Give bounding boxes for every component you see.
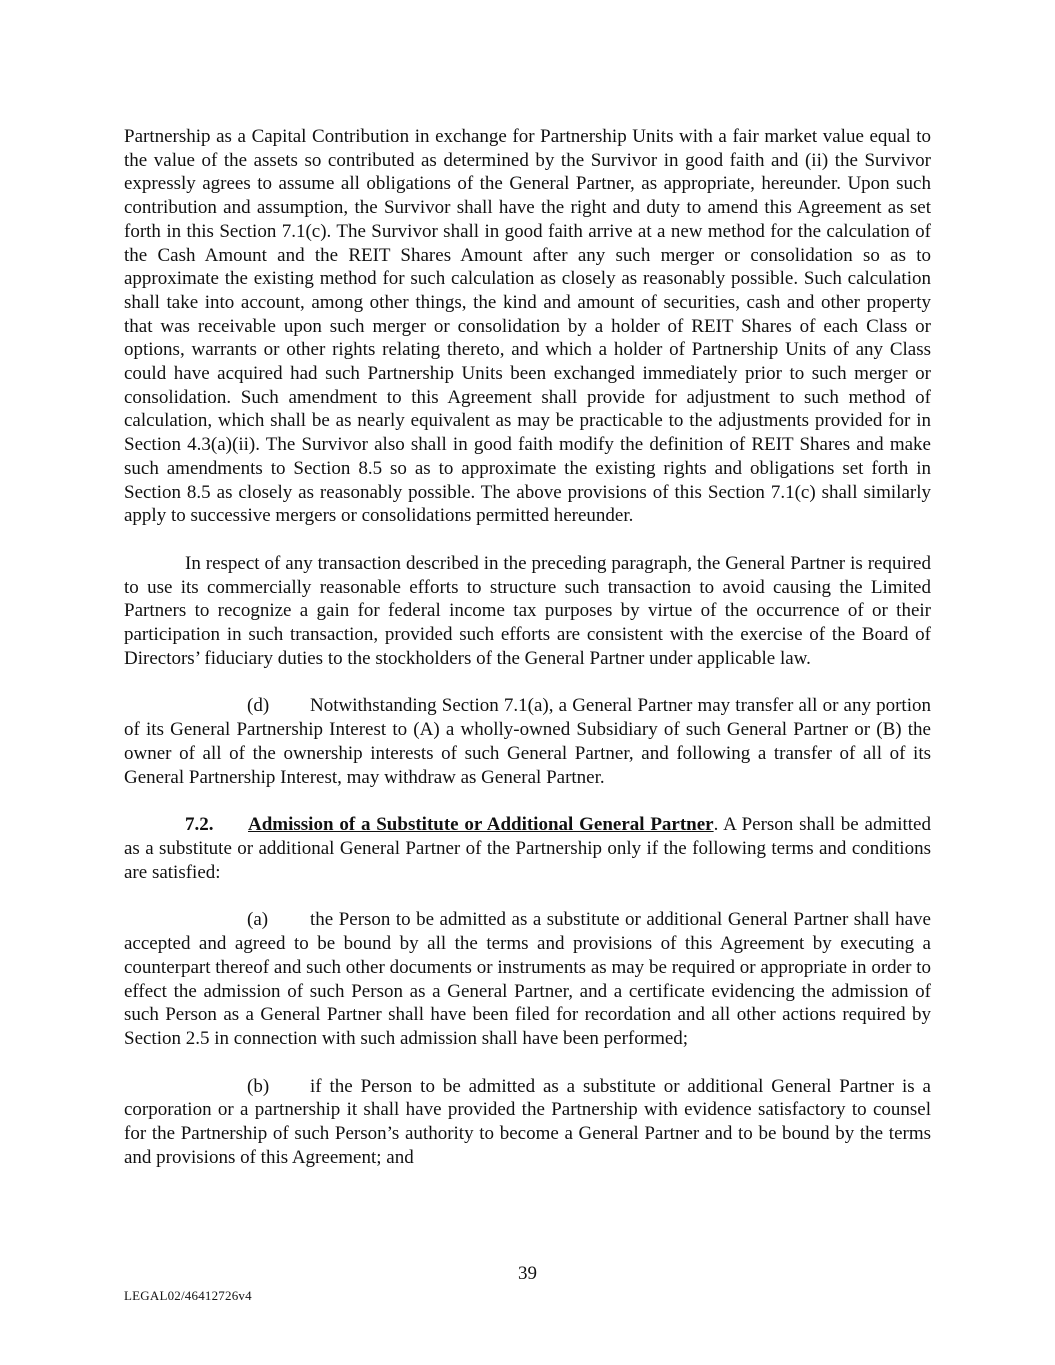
section-7-2-heading-paragraph xyxy=(124,813,931,884)
paragraph-7-1-d xyxy=(124,694,931,789)
clause-text-d: Notwithstanding Section 7.1(a), a General Partner may transfer all or any portion of its General Partnership Interest to (A) a wholly-owned Subsidiary of such General Partner or (B) the owner of all of the ownership interests of such General Partner, and following a transfer of all of its General Partnership Interest, may withdraw as General Partner. xyxy=(124,695,931,788)
document-id: LEGAL02/46412726v4 xyxy=(124,1288,252,1303)
section-number: 7.2. xyxy=(185,814,214,836)
paragraph-survivor-contribution: Partnership as a Capital Contribution in exchange for Partnership Units with a fair market value equal to the value of the assets so contributed as determined by the Survivor in good faith and (ii) the Survivor expressly agrees to assume all obligations of the General Partner, as appropriate, hereunder. Upon such contribution and assumption, the Survivor shall have the right and duty to amend this Agreement as set forth in this Section 7.1(c). The Survivor shall in good faith arrive at a new method for the calculation of the Cash Amount and the REIT Shares Amount after any such merger or consolidation so as to approximate the existing method for such calculation as closely as reasonably possible. Such calculation shall take into account, among other things, the kind and amount of securities, cash and other property that was receivable upon such merger or consolidation by a holder of REIT Shares of each Class or options, warrants or other rights relating thereto, and which a holder of Partnership Units of any Class could have acquired had such Partnership Units been exchanged immediately prior to such merger or consolidation. Such amendment to this Agreement shall provide for adjustment to such method of calculation, which shall be as nearly equivalent as may be practicable to the adjustments provided for in Section 4.3(a)(ii). The Survivor also shall in good faith modify the definition of REIT Shares and make such amendments to Section 8.5 so as to approximate the existing rights and obligations set forth in Section 8.5 as closely as reasonably possible. The above provisions of this Section 7.1(c) shall similarly apply to successive mergers or consolidations permitted hereunder. xyxy=(124,126,931,527)
page-number: 39 xyxy=(518,1263,537,1284)
clause-label-b: (b) xyxy=(247,1075,270,1097)
document-body xyxy=(124,125,931,1169)
paragraph-7-2-a xyxy=(124,908,931,1050)
paragraph-7-2-b xyxy=(124,1075,931,1170)
section-intro: . A Person shall be admitted as a substitute or additional General Partner of the Partnership only if the following terms and conditions are satisfied: xyxy=(124,814,931,883)
paragraph-transaction-structuring: In respect of any transaction described in the preceding paragraph, the General Partner is required to use its commercially reasonable efforts to structure such transaction to avoid causing the Limited Partners to recognize a gain for federal income tax purposes by virtue of the occurrence of or their participation in such transaction, provided such efforts are consistent with the exercise of the Board of Directors’ fiduciary duties to the stockholders of the General Partner under applicable law. xyxy=(124,552,931,669)
clause-label-a: (a) xyxy=(247,909,269,931)
clause-text-b: if the Person to be admitted as a substitute or additional General Partner is a corporation or a partnership it shall have provided the Partnership with evidence satisfactory to counsel for the Partnership of such Person’s authority to become a General Partner and to be bound by the terms and provisions of this Agreement; and xyxy=(124,1075,931,1168)
clause-label-d: (d) xyxy=(247,695,270,717)
section-title: Admission of a Substitute or Additional General Partner xyxy=(248,814,714,836)
clause-text-a: the Person to be admitted as a substitute or additional General Partner shall have accepted and agreed to be bound by all the terms and provisions of this Agreement by executing a counterpart thereof and such other documents or instruments as may be required or appropriate in order to effect the admission of such Person as a General Partner, and a certificate evidencing the admission of such Person as a General Partner shall have been filed for recordation and all other actions required by Section 2.5 in connection with such admission shall have been performed; xyxy=(124,909,931,1049)
